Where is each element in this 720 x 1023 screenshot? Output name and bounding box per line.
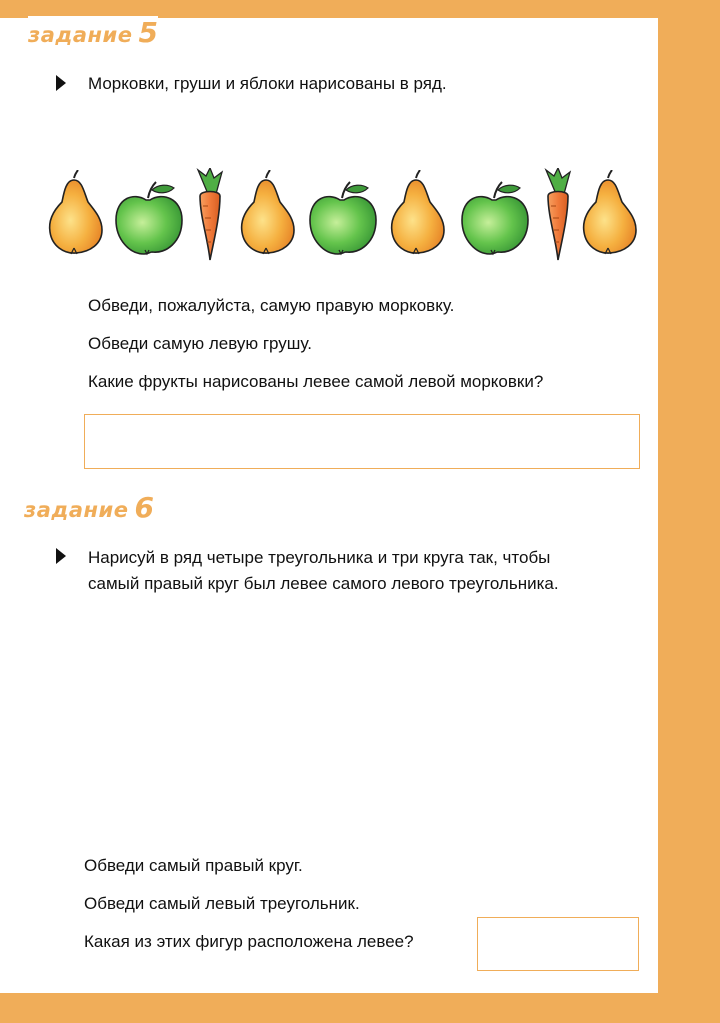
task-5-header-word: задание bbox=[28, 23, 133, 47]
task-6-intro-line-1: Нарисуй в ряд четыре треугольника и три круга так, чтобы bbox=[88, 548, 551, 567]
pear-icon[interactable] bbox=[236, 170, 300, 260]
task-6-header-word: задание bbox=[24, 498, 129, 522]
bullet-arrow-icon bbox=[56, 75, 66, 91]
task-5-header-number: 5 bbox=[138, 16, 158, 49]
task-6-question-1: Обведи самый правый круг. bbox=[84, 856, 303, 875]
pear-icon[interactable] bbox=[44, 170, 108, 260]
task-6-intro-line-2: самый правый круг был левее самого левого треугольника. bbox=[88, 574, 559, 593]
task-6-header-number: 6 bbox=[134, 491, 154, 524]
task-5-answer-box[interactable] bbox=[84, 414, 640, 469]
pear-icon[interactable] bbox=[386, 170, 450, 260]
carrot-icon[interactable] bbox=[188, 168, 232, 264]
apple-icon[interactable] bbox=[306, 178, 382, 260]
apple-icon[interactable] bbox=[112, 178, 188, 260]
task-5-question-2: Обведи самую левую грушу. bbox=[88, 334, 312, 353]
pear-icon[interactable] bbox=[578, 170, 642, 260]
task-6-answer-box[interactable] bbox=[477, 917, 639, 971]
task-5-question-3: Какие фрукты нарисованы левее самой левой морковки? bbox=[88, 372, 544, 391]
task-6-header bbox=[24, 491, 154, 525]
task-5-intro: Морковки, груши и яблоки нарисованы в ряд. bbox=[88, 74, 447, 93]
task-6-question-2: Обведи самый левый треугольник. bbox=[84, 894, 360, 913]
bullet-arrow-icon bbox=[56, 548, 66, 564]
task-6-question-3: Какая из этих фигур расположена левее? bbox=[84, 932, 414, 951]
task-5-header bbox=[28, 16, 158, 50]
apple-icon[interactable] bbox=[458, 178, 534, 260]
carrot-icon[interactable] bbox=[536, 168, 580, 264]
task-5-question-1: Обведи, пожалуйста, самую правую морковку. bbox=[88, 296, 455, 315]
